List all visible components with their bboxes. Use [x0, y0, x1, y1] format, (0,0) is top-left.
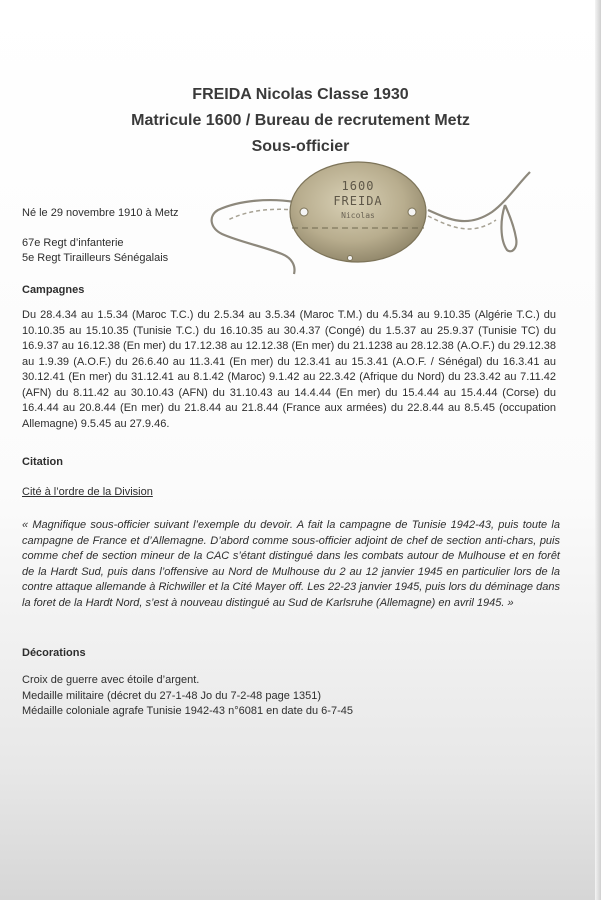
decoration-item: Medaille militaire (décret du 27-1-48 Jo du 7-2-48 page 1351) — [22, 689, 322, 702]
tag-matricule: 1600 — [341, 179, 375, 193]
doc-title-matricule: Matricule 1600 / Bureau de recrutement Metz — [131, 112, 470, 129]
identity-bracelet-drawing — [200, 150, 545, 290]
citation-text: « Magnifique sous-officier suivant l’exemple du devoir. A fait la campagne de Tunisie 1942-43, puis toute la campagne de France et d’Allemagne. D’abord comme sous-officier adjoint de chef de section anti-chars, puis comme chef de section mineur de la CAC s’étant distingué dans les combats autour de Mulhouse et en forêt de la Hardt Sud, puis dans l’offensive au Nord de Mulhouse du 2 au 12 janvier 1945 en particulier lors de la contre attaque allemande à Richwiller et la Cité Mayer off. Les 22-23 janvier 1945, puis lors du déminage dans la foret de la Hardt Nord, s’est à nouveau distingué au Sud de Karlsruhe (Allemagne) en avril 1945. » — [22, 519, 560, 609]
regiment-2: 5e Regt Tirailleurs Sénégalais — [22, 252, 169, 264]
chain-right — [428, 172, 530, 251]
decoration-item: Croix de guerre avec étoile d’argent. — [22, 674, 200, 686]
citation-heading: Citation — [22, 456, 63, 468]
decoration-item: Médaille coloniale agrafe Tunisie 1942-43 n°6081 en date du 6-7-45 — [22, 705, 353, 717]
birth-info: Né le 29 novembre 1910 à Metz — [22, 207, 179, 219]
doc-title-rank: Sous-officier — [251, 138, 350, 155]
doc-title-name: FREIDA Nicolas Classe 1930 — [192, 86, 409, 103]
citation-subheading: Cité à l’ordre de la Division — [22, 486, 153, 498]
dog-tag-plate — [290, 162, 426, 262]
decorations-list — [22, 673, 353, 720]
chain-left — [212, 200, 295, 274]
identity-bracelet-photo — [200, 150, 545, 290]
tag-firstname: Nicolas — [341, 211, 375, 220]
tag-surname: FREIDA — [333, 194, 383, 208]
page-edge — [595, 0, 601, 900]
decorations-heading: Décorations — [22, 647, 86, 659]
campagnes-text: Du 28.4.34 au 1.5.34 (Maroc T.C.) du 2.5.34 au 3.5.34 (Maroc T.M.) du 4.5.34 au 9.10.35 (Algérie T.C.) du 10.10.35 au 15.10.35 (Tunisie T.C.) du 16.10.35 au 30.4.37 (Congé) du 1.5.37 au 25.9.37 (Tunisie TC) du 16.9.37 au 16.12.38 (En mer) du 17.12.38 au 12.12.38 (En mer) du 21.1238 au 28.12.38 (A.O.F.) du 29.12.38 au 1.9.39 (A.O.F.) du 26.6.40 au 11.3.41 (En mer) du 12.3.41 au 15.3.41 (A.O.F. / Sénégal) du 16.3.41 au 30.12.41 (En mer) du 31.12.41 au 8.1.42 (Maroc) 9.1.42 au 22.3.42 (Afrique du Nord) du 23.3.42 au 7.11.42 (AFN) du 8.11.42 au 30.10.43 (AFN) du 31.10.43 au 14.4.44 (En mer) du 15.4.44 au 15.4.44 (Corse) du 16.4.44 au 20.8.44 (En mer) du 21.8.44 au 21.8.44 (France aux armées) du 22.8.44 au 8.5.45 (occupation Allemagne) 9.5.45 au 27.9.46. — [22, 309, 556, 430]
campagnes-heading: Campagnes — [22, 284, 85, 296]
regiment-1: 67e Regt d’infanterie — [22, 237, 124, 249]
